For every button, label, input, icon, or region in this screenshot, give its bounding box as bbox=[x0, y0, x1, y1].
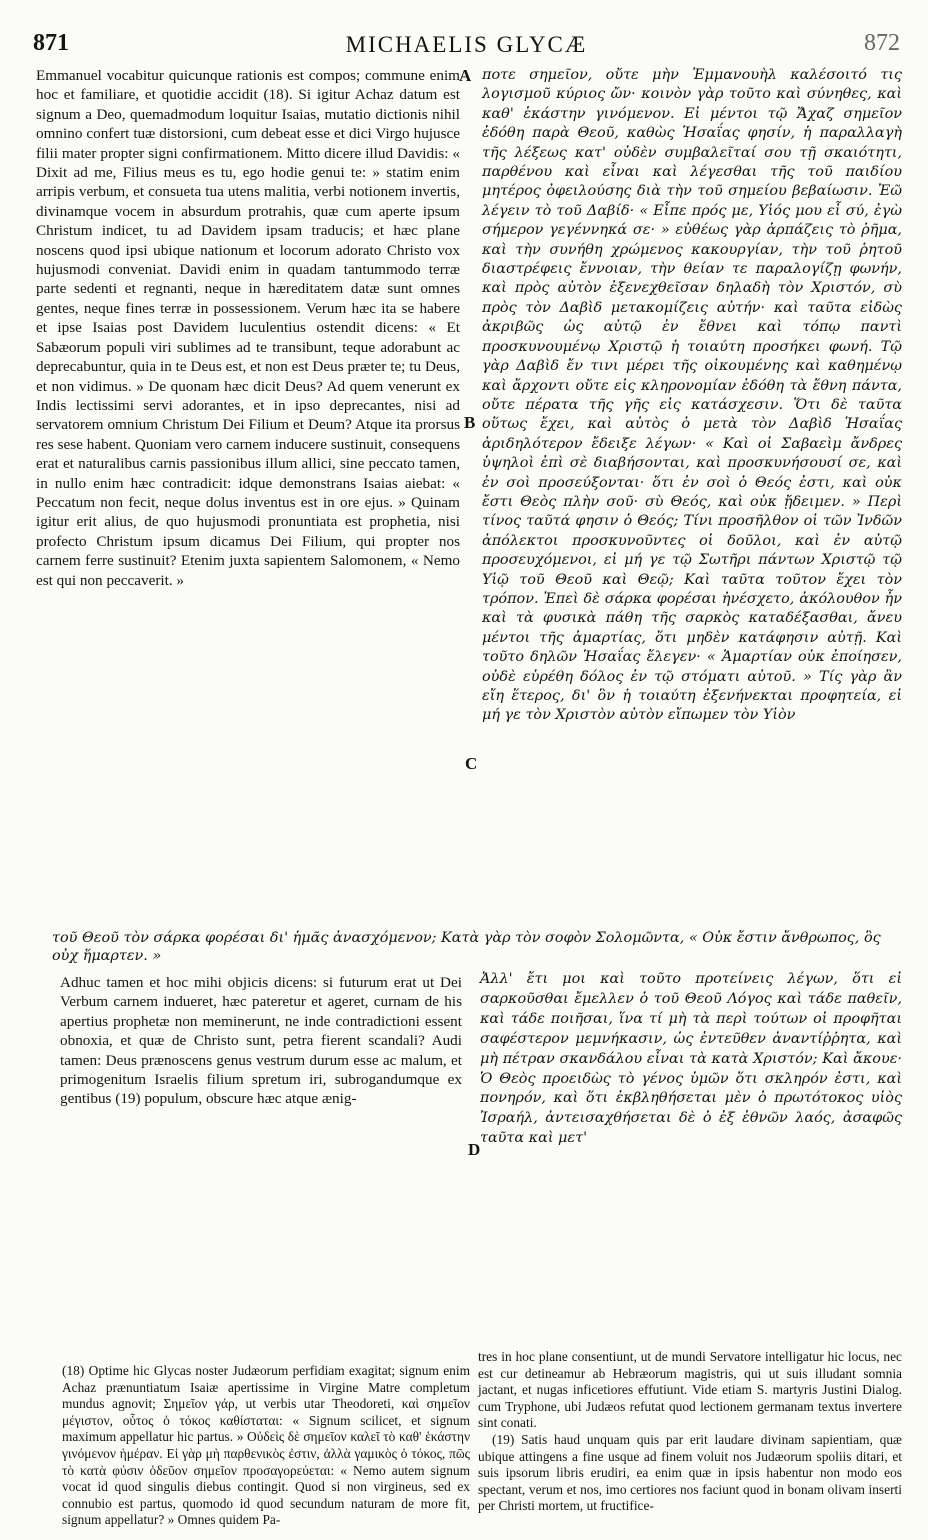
latin-text-main: Emmanuel vocabitur quicunque rationis est compos; commune enim hoc et familiare, et quotidie accidit (18). Si igitur Achaz datum est signum a Deo, quemadmodum loquitur Isaias, mutatio dictionis nihil omnino confert tuæ distorsioni, cum debeat esse et dici Virgo hujusce filii mater propter signi confirmationem. Mitto dicere illud Davidis: « Dixit ad me, Filius meus es tu, ego hodie genui te: » statim enim arripis verbum, et consueta tua utens malitia, verbi notionem invertis, divinamque vocem in absurdum protrahis, quæ cum aperte ipsum Christum indicet, tu ad Davidem ipsam traducis; et hæc plane noscens quod ipsi ubique nationum et locorum adorato Christo vox hujusmodi conveniat. Davidi enim in quadam tantummodo terræ parte sedenti et regnanti, neque in hæreditatem datæ sunt omnes gentes, neque fines terræ in possessionem. Verum hæc ita se habere et ipse Isaias post Davidem luculentius ostendit dicens: « Et Sabæorum populi viri sublimes ad te transibunt, teque adorabunt ac deprecabuntur, quia in te Deus est, et non est Deus præter te; tu Deus, et non vidimus. » De quonam hæc dicit Deus? Ad quem venerunt ex Indis lectissimi servi adorantes, et in ipso deprecantes, nisi ad servatorem omnium Christum Dei Filium et Deum? Atque ita prorsus res sese habent. Quoniam vero carnem inducere sustinuit, consequens erat et naturalibus carnis passionibus illum allici, sine peccato tamen, in nullo enim hæc contradicit: idque demonstrans Isaias aiebat: « Peccatum non fecit, neque dolus inventus est in ore ejus. » Quinam igitur erit alius, de quo hujusmodi pronuntiata est prophetia, nisi profecto Christum ipsum dicamus Dei Filium, qui propter nos carnem ferre sustinuit? Etenim juxta sapientem Salomonem, « Nemo est qui non peccaverit. » bbox=[36, 67, 460, 589]
page-number-right: 872 bbox=[864, 30, 900, 56]
footnote-19: (19) Satis haud unquam quis par erit laudare divinam sapientiam, quæ ubique attingens a fine usque ad finem voluit nos Judæorum spoliis ditari, et suis ipsorum libris erudiri, ea enim quæ in ipsis habentur non modo eos spectant, verum et nos, imo certiores nos faciunt quod in bonam olivam inserti per Christi mortem, ut fructifice- bbox=[478, 1431, 902, 1514]
greek-text-main: ποτε σημεῖον, οὔτε μὴν Ἐμμανουὴλ καλέσοιτό τις λογισμοῦ κύριος ὤν· κοινὸν γὰρ τοῦτο καὶ σύνηθες, καὶ καθ' ἑκάστην γινόμενον. Εἰ μέντοι τῷ Ἄχαζ σημεῖον ἐδόθη παρὰ Θεοῦ, καθὼς Ἡσαΐας φησίν, ἡ παραλλαγὴ τῆς λέξεως κατ' οὐδὲν συμβαλεῖταί σου τῇ σκαιότητι, παρθένου καὶ εἶναι καὶ λέγεσθαι τῆς τοῦ παιδίου μητέρος ὀφειλούσης διὰ τὴν τοῦ σημείου βεβαίωσιν. Ἐῶ λέγειν τὸ τοῦ Δαβίδ· « Εἶπε πρός με, Υἱός μου εἶ σύ, ἐγὼ σήμερον γεγέννηκά σε· » εὐθέως γὰρ ἁρπάζεις τὸ ῥῆμα, καὶ τὴν συνήθη χρώμενος κακουργίαν, τὴν τοῦ ῥητοῦ διαστρέφεις ἔννοιαν, τὴν θείαν τε παραλογίζῃ φωνήν, καὶ πρὸς αὐτὸν ἐξενεχθεῖσαν δηλαδὴ τὸν Χριστόν, σὺ πρὸς τὸν Δαβὶδ μετακομίζεις αὐτήν· καὶ ταῦτα εἰδὼς ἀκριβῶς ὡς αὐτῷ ἐν ἔθνει καὶ τόπῳ παντὶ προσκυνουμένῳ Χριστῷ ἡ τοιαύτη προσήκει φωνή. Τῷ γὰρ Δαβὶδ ἔν τινι μέρει τῆς οἰκουμένης καὶ καθημένῳ καὶ ἄρχοντι οὔτε εἰς κληρονομίαν ἐδόθη τὰ ἔθνη πάντα, οὔτε πέρατα τῆς γῆς εἰς κατάσχεσιν. Ὅτι δὲ ταῦτα οὕτως ἔχει, καὶ αὐτὸς ὁ μετὰ τὸν Δαβὶδ Ἡσαΐας ἀριδηλότερον ἔδειξε λέγων· « Καὶ οἱ Σαβαεὶμ ἄνδρες ὑψηλοὶ ἐπὶ σὲ διαβήσονται, καὶ προσκυνήσουσί σε, καὶ ἐν σοὶ προσεύξονται· ὅτι ἐν σοὶ ὁ Θεός ἐστι, καὶ οὐκ ἔστι Θεὸς πλὴν σοῦ· σὺ Θεός, καὶ οὐκ ᾔδειμεν. » Περὶ τίνος ταῦτά φησιν ὁ Θεός; Τίνι προσῆλθον οἱ τῶν Ἰνδῶν ἀπόλεκτοι προσκυνοῦντες οἱ δοῦλοι, καὶ ἐν αὐτῷ προσευχόμενοι, εἰ μή γε τῷ Σωτῆρι πάντων Χριστῷ τῷ Υἱῷ τοῦ Θεοῦ καὶ Θεῷ; Καὶ ταῦτα τοῦτον ἔχει τὸν τρόπον. Ἐπεὶ δὲ σάρκα φορέσαι ἠνέσχετο, ἀκόλουθον ἦν καὶ τὰ φυσικὰ πάθη τῆς σαρκὸς καταδέξασθαι, ἄνευ μέντοι τῆς ἁμαρτίας, ὅτι μηδὲν κατάφησιν αὐτῇ. Καὶ τοῦτο δηλῶν Ἡσαΐας ἔλεγεν· « Ἁμαρτίαν οὐκ ἐποίησεν, οὐδὲ εὑρέθη δόλος ἐν τῷ στόματι αὐτοῦ. » Τίς γὰρ ἂν εἴη ἕτερος, δι' ὃν ἡ τοιαύτη ἐξενήνεκται προφητεία, εἰ μή γε τὸν Χριστὸν αὐτὸν εἴπωμεν τὸν Υἱὸν bbox=[482, 67, 902, 724]
page-number-left: 871 bbox=[33, 30, 69, 56]
footnote-18-continuation: tres in hoc plane consentiunt, ut de mundi Servatore intelligatur hic locus, nec est cur detineamur ab Hebræorum magistris, qui ut suis illudant somnia jactant, et nugas inficetiores effutiunt. Vide etiam S. martyris Justini Dialog. cum Tryphone, ubi Judæos refutat quod lectionem germanam textus invertere sint conati. bbox=[478, 1349, 902, 1431]
footnote-right-column bbox=[478, 1349, 902, 1515]
greek-column-second bbox=[480, 970, 902, 1149]
footnote-18 bbox=[62, 1363, 470, 1529]
greek-text-second: Ἀλλ' ἔτι μοι καὶ τοῦτο προτείνεις λέγων, ὅτι εἰ σαρκοῦσθαι ἔμελλεν ὁ τοῦ Θεοῦ Λόγος καὶ τάδε παθεῖν, καὶ τάδε ποιῆσαι, ἵνα τί μὴ τὰ περὶ τούτων οἱ προφῆται σαφέστερον μεμνήκασιν, ὡς ἐντεῦθεν ἀναντίῤῥητα, καὶ μὴ πέτραν σκανδάλου εἶναι τὰ κατὰ Χριστόν; Καὶ ἄκουε· Ὁ Θεὸς προειδὼς τὸ γένος ὑμῶν ὅτι σκληρόν ἐστι, καὶ πονηρόν, καὶ ὅτι ἐκβληθήσεται μὲν ὁ πρωτότοκος υἱὸς Ἰσραήλ, ἀντεισαχθήσεται δὲ ὁ ἐξ ἐθνῶν λαός, ἀσαφῶς ταῦτα καὶ μετ' bbox=[480, 971, 902, 1147]
greek-spanning-line: τοῦ Θεοῦ τὸν σάρκα φορέσαι δι' ἡμᾶς ἀνασχόμενον; Κατὰ γὰρ τὸν σοφὸν Σολομῶντα, « Οὐκ ἔστιν ἄνθρωπος, ὃς οὐχ ἥμαρτεν. » bbox=[52, 930, 881, 964]
section-marker-c: C bbox=[465, 754, 478, 773]
latin-text-second: Adhuc tamen et hoc mihi objicis dicens: si futurum erat ut Dei Verbum carnem indueret, hæc pateretur et ageret, curnam de his apertius prophetæ non meminerunt, ne inde contradictioni essent obnoxia, et quæ de Christo sunt, petra fierent scandali? Audi tamen: Deus prænoscens genus vestrum durum esse ac malum, et primogenitum Israelis filium spretum iri, subrogandumque ex gentibus (19) populum, obscure hæc atque ænig- bbox=[60, 974, 462, 1108]
running-header bbox=[33, 30, 900, 64]
footnote-18-text: (18) Optime hic Glycas noster Judæorum perfidiam exagitat; signum enim Achaz prænuntiatum Isaiæ apertissime in Virgine Matre completum mundus agnovit; Σημεῖον γάρ, ut verbis utar Theodoreti, καὶ σημεῖον μέγιστον, οὗτος ὁ τόκος καθίσταται: « Signum scilicet, et signum maximum appellatur hic partus. » Οὐδεὶς δὲ σημεῖον καλεῖ τὸ καθ' ἑκάστην γινόμενον ἡμέραν. Εἰ γὰρ μὴ παρθενικὸς ἐστιν, ἀλλὰ γαμικὸς ὁ τόκος, πῶς τὸ κατὰ φύσιν ὁδεῦον σημεῖον προσαγορεύεται: « Nemo autem signum vocat id quod singulis diebus contingit. Quod si non virgineus, sed ex connubio est partus, quomodo id quod secundum naturam de more fit, signum appellatur? » Omnes quidem Pa- bbox=[62, 1363, 470, 1528]
running-title: MICHAELIS GLYCÆ bbox=[345, 32, 588, 57]
greek-column-main bbox=[482, 66, 902, 726]
section-marker-b: B bbox=[464, 413, 476, 432]
section-marker-a: A bbox=[459, 66, 472, 85]
section-marker-d: D bbox=[468, 1140, 481, 1159]
latin-column-second bbox=[60, 973, 462, 1109]
latin-column-main bbox=[36, 66, 460, 590]
